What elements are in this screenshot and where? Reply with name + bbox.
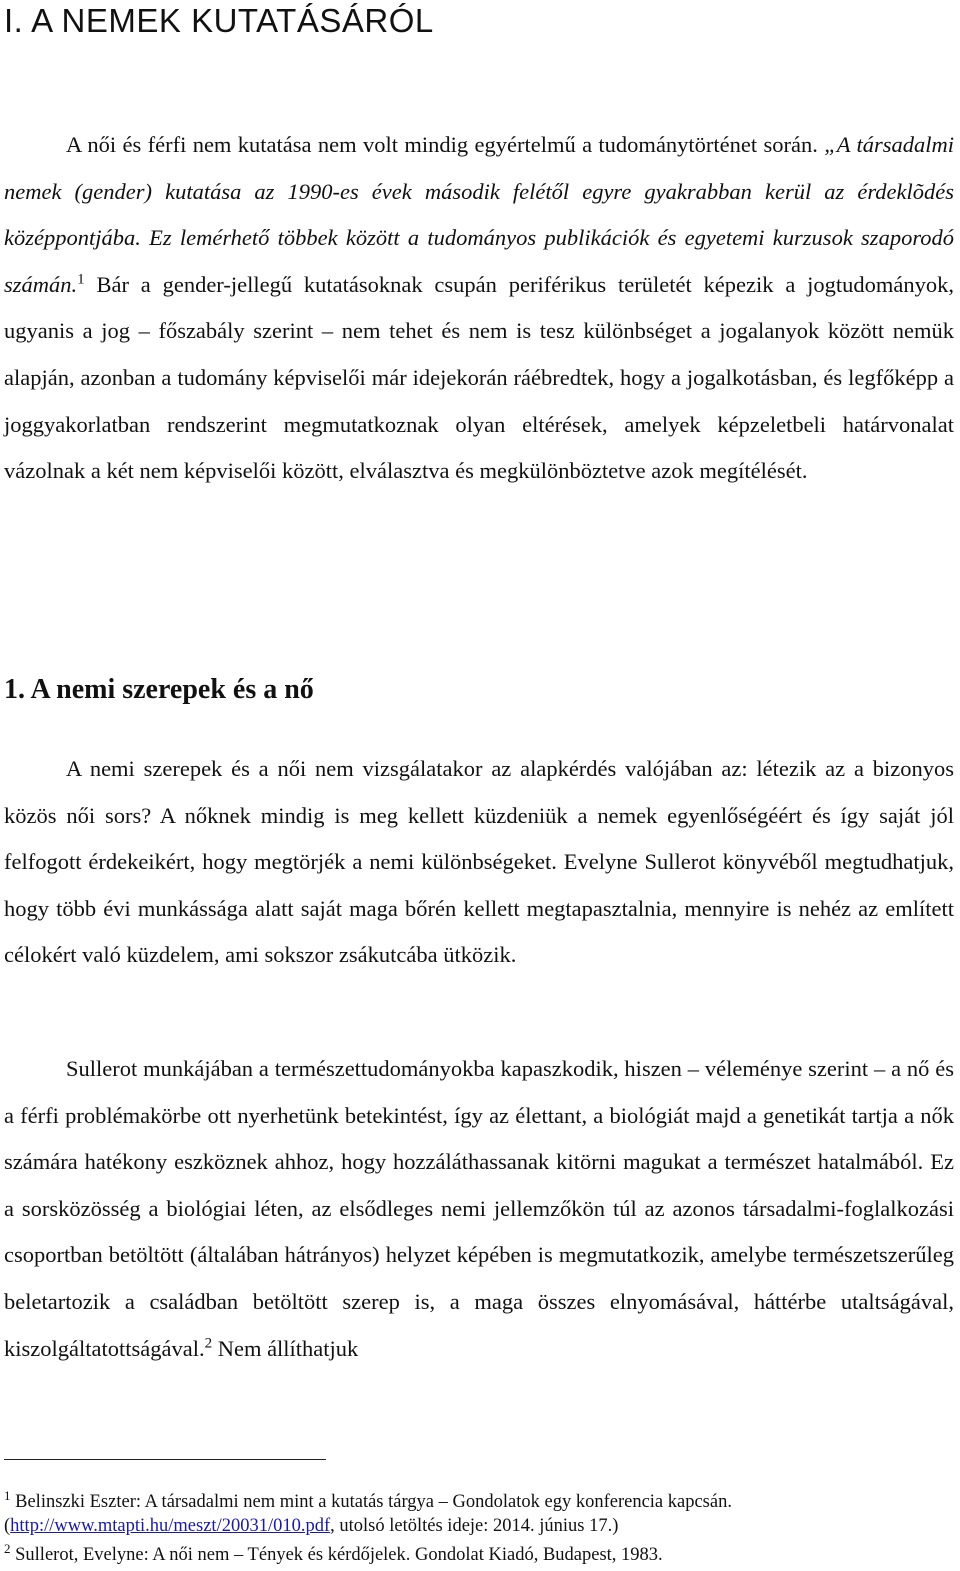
footnote-1-link[interactable]: http://www.mtapti.hu/meszt/20031/010.pdf [10,1516,331,1536]
intro-paragraph [4,122,954,495]
footnote-1 [4,1487,954,1538]
footnote-ref-1[interactable]: 1 [77,271,85,288]
section-paragraph-1 [4,746,954,979]
section-paragraph-2 [4,1046,954,1372]
footnote-separator [4,1459,326,1460]
footnote-1-access-date: , utolsó letöltés ideje: 2014. június 17.) [330,1516,619,1536]
intro-quote: „A társadalmi nemek (gender) kutatása az 1990-es évek második felétől egyre gyakrabban kerül az érdeklõdés középpontjába. Ez lemérhető többek között a tudományos publikációk és egyetemi kurzusok szaporodó számán. [4,132,954,297]
section-paragraph-1-text: A nemi szerepek és a női nem vizsgálatakor az alapkérdés valójában az: létezik az a bizonyos közös női sors? A nőknek mindig is meg kellett küzdeniük a nemek egyenlőségéért és így saját jól felfogott érdekeikért, hogy megtörjék a nemi különbségeket. Evelyne Sullerot könyvéből megtudhatjuk, hogy több évi munkássága alatt saját maga bőrén kellett megtapasztalnia, mennyire is nehéz az említett célokért való küzdelem, ami sokszor zsákutcába ütközik. [4,756,954,967]
section-paragraph-2-text: Sullerot munkájában a természettudományokba kapaszkodik, hiszen – véleménye szerint – a nő és a férfi problémakörbe ott nyerhetünk betekintést, így az élettant, a biológiát majd a genetikát tartja a nők számára hatékony eszköznek ahhoz, hogy hozzáláthassanak kitörni magukat a természet hatalmából. Ez a sorsközösség a biológiai léten, az elsődleges nemi jellemzőkön túl az azonos társadalmi-foglalkozási csoportban betöltött (általában hátrányos) helyzet képében is megmutatkozik, amelybe természetszerűleg beletartozik a családban betöltött szerep is, a maga összes elnyomásával, háttérbe utaltságával, kiszolgáltatottságával. [4,1056,954,1361]
footnote-2-text: Sullerot, Evelyne: A női nem – Tények és kérdőjelek. Gondolat Kiadó, Budapest, 1983. [15,1545,663,1565]
section-title: 1. A nemi szerepek és a nő [4,674,314,705]
footnote-1-text: Belinszki Eszter: A társadalmi nem mint a kutatás tárgya – Gondolatok egy konferencia kapcsán. [15,1492,732,1512]
section-paragraph-2-tail: Nem állíthatjuk [212,1335,359,1361]
footnote-ref-2[interactable]: 2 [204,1335,213,1352]
footnote-2 [4,1540,954,1567]
chapter-heading: I. A NEMEK KUTATÁSÁRÓL [4,2,434,39]
footnote-2-number: 2 [4,1540,11,1556]
intro-text: A női és férfi nem kutatása nem volt mindig egyértelmű a tudománytörténet során. [66,132,825,157]
footnote-1-number: 1 [4,1487,11,1503]
footnote-1-paren: ( [4,1516,11,1536]
intro-text-continued: Bár a gender-jellegű kutatásoknak csupán periférikus területét képezik a jogtudományok, ugyanis a jog – főszabály szerint – nem tehet és nem is tesz különbséget a jogalanyok között nemük alapján, azonban a tudomány képviselői már idejekorán ráébredtek, hogy a jogalkotásban, és legfőképp a joggyakorlatban rendszerint megmutatkoznak olyan eltérések, amelyek képzeletbeli határvonalat vázolnak a két nem képviselői között, elválasztva és megkülönböztetve azok megítélését. [4,271,954,484]
